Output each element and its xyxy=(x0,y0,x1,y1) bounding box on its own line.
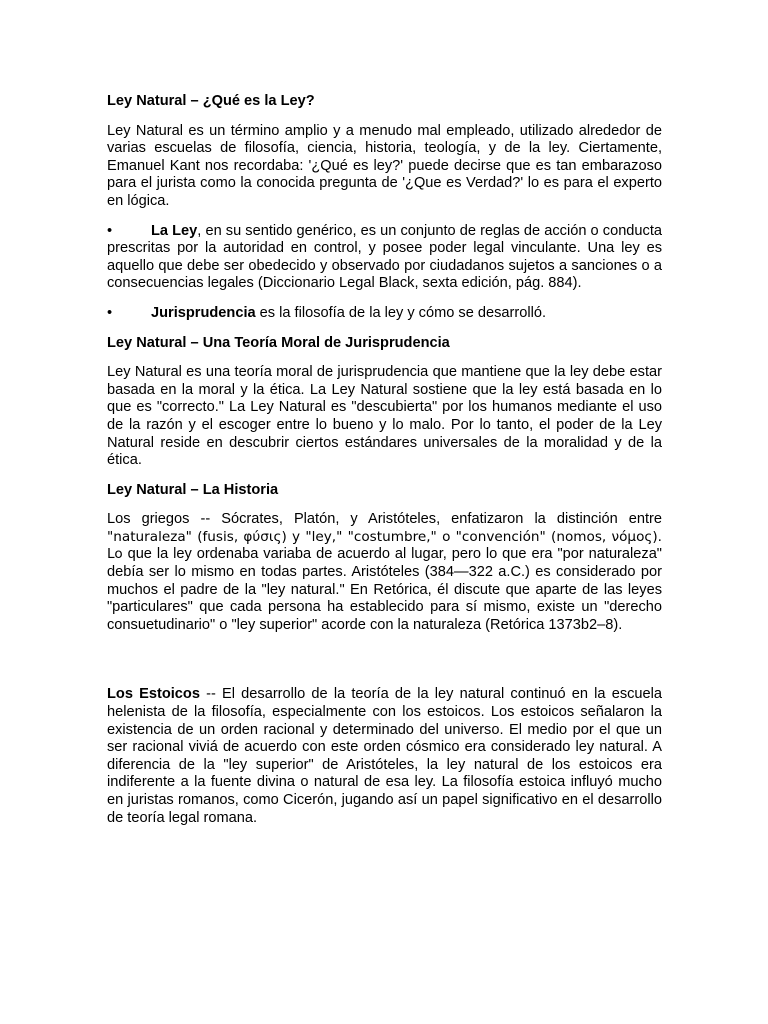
historia-paragraph xyxy=(107,511,662,634)
bullet-icon: • xyxy=(107,222,113,239)
spacer xyxy=(107,646,662,686)
bullet-la-ley xyxy=(107,223,662,293)
intro-paragraph: Ley Natural es un término amplio y a menudo mal empleado, utilizado alrededor de varias escuelas de filosofía, ciencia, historia, teología, y de la ley. Ciertamente, Emanuel Kant nos recordaba: '¿Qué es ley?' puede decirse que es tan embarazoso para el jurista como la conocida pregunta de '¿Que es Verdad?' lo es para el experto en lógica. xyxy=(107,122,662,209)
historia-text-part1: Los griegos -- Sócrates, Platón, y Aristóteles, enfatizaron la distinción entre xyxy=(107,511,662,528)
teoria-moral-paragraph: Ley Natural es una teoría moral de jurisprudencia que mantiene que la ley debe estar basada en la moral y la ética. La Ley Natural sostiene que la ley está basada en lo que es "correcto." La Ley Natural es "descubierta" por los humanos mediante el uso de la razón y el escoger entre lo bueno y lo malo. Por lo tanto, el poder de la Ley Natural reside en descubrir ciertos estándares universales de la moralidad y de la ética. xyxy=(107,364,662,469)
bullet-jurisprudencia xyxy=(107,305,662,323)
estoicos-paragraph xyxy=(107,686,662,827)
section-heading-que-es-la-ley: Ley Natural – ¿Qué es la Ley? xyxy=(107,93,315,109)
historia-text-part2: "naturaleza" (fusis, φύσις) y "ley," "costumbre," o "convención" (nomos, νόμος). Lo xyxy=(107,528,662,563)
bullet-la-ley-text: , en su sentido genérico, es un conjunto de reglas de acción o conducta prescritas por la autoridad en control, y posee poder legal vinculante. Una ley es aquello que debe ser obedecido y observado por ciudadanos sujetos a sanciones o a consecuencias legales (Diccionario Legal Black, sexta edición, pág. 884). xyxy=(107,222,663,292)
term-la-ley: La Ley xyxy=(151,222,198,239)
section-heading-historia: Ley Natural – La Historia xyxy=(107,481,279,498)
term-los-estoicos: Los Estoicos xyxy=(107,686,200,703)
historia-text-part3: que la ley ordenaba variaba de acuerdo al lugar, pero lo que era "por naturaleza" debía ser lo mismo en todas partes. Aristóteles (384—322 a.C.) es considerado por muchos el padre de la "ley natural." En Retórica, él discute que aparte de las leyes "particulares" que cada persona ha establecido para sí mismo, existe un "derecho consuetudinario" o "ley superior" acorde con la naturaleza (Retórica 1373b2–8). xyxy=(107,546,662,633)
section-heading-teoria-moral: Ley Natural – Una Teoría Moral de Jurisprudencia xyxy=(107,334,450,351)
term-jurisprudencia: Jurisprudencia xyxy=(151,304,256,321)
bullet-jurisprudencia-text: es la filosofía de la ley y cómo se desarrolló. xyxy=(255,304,547,321)
bullet-icon: • xyxy=(107,304,113,321)
estoicos-text: -- El desarrollo de la teoría de la ley natural continuó en la escuela helenista de la filosofía, especialmente con los estoicos. Los estoicos señalaron la existencia de un orden racional y determinado del universo. El medio por el que un ser racional viviá de acuerdo con este orden cósmico era considerado ley natural. A diferencia de la "ley superior" de Aristóteles, la ley natural de los estoicos era indiferente a la fuente divina o natural de esa ley. La filosofía estoica influyó mucho en juristas romanos, como Cicerón, jugando así un papel significativo en el desarrollo de teoría legal romana. xyxy=(107,686,663,826)
document-page xyxy=(107,93,662,839)
